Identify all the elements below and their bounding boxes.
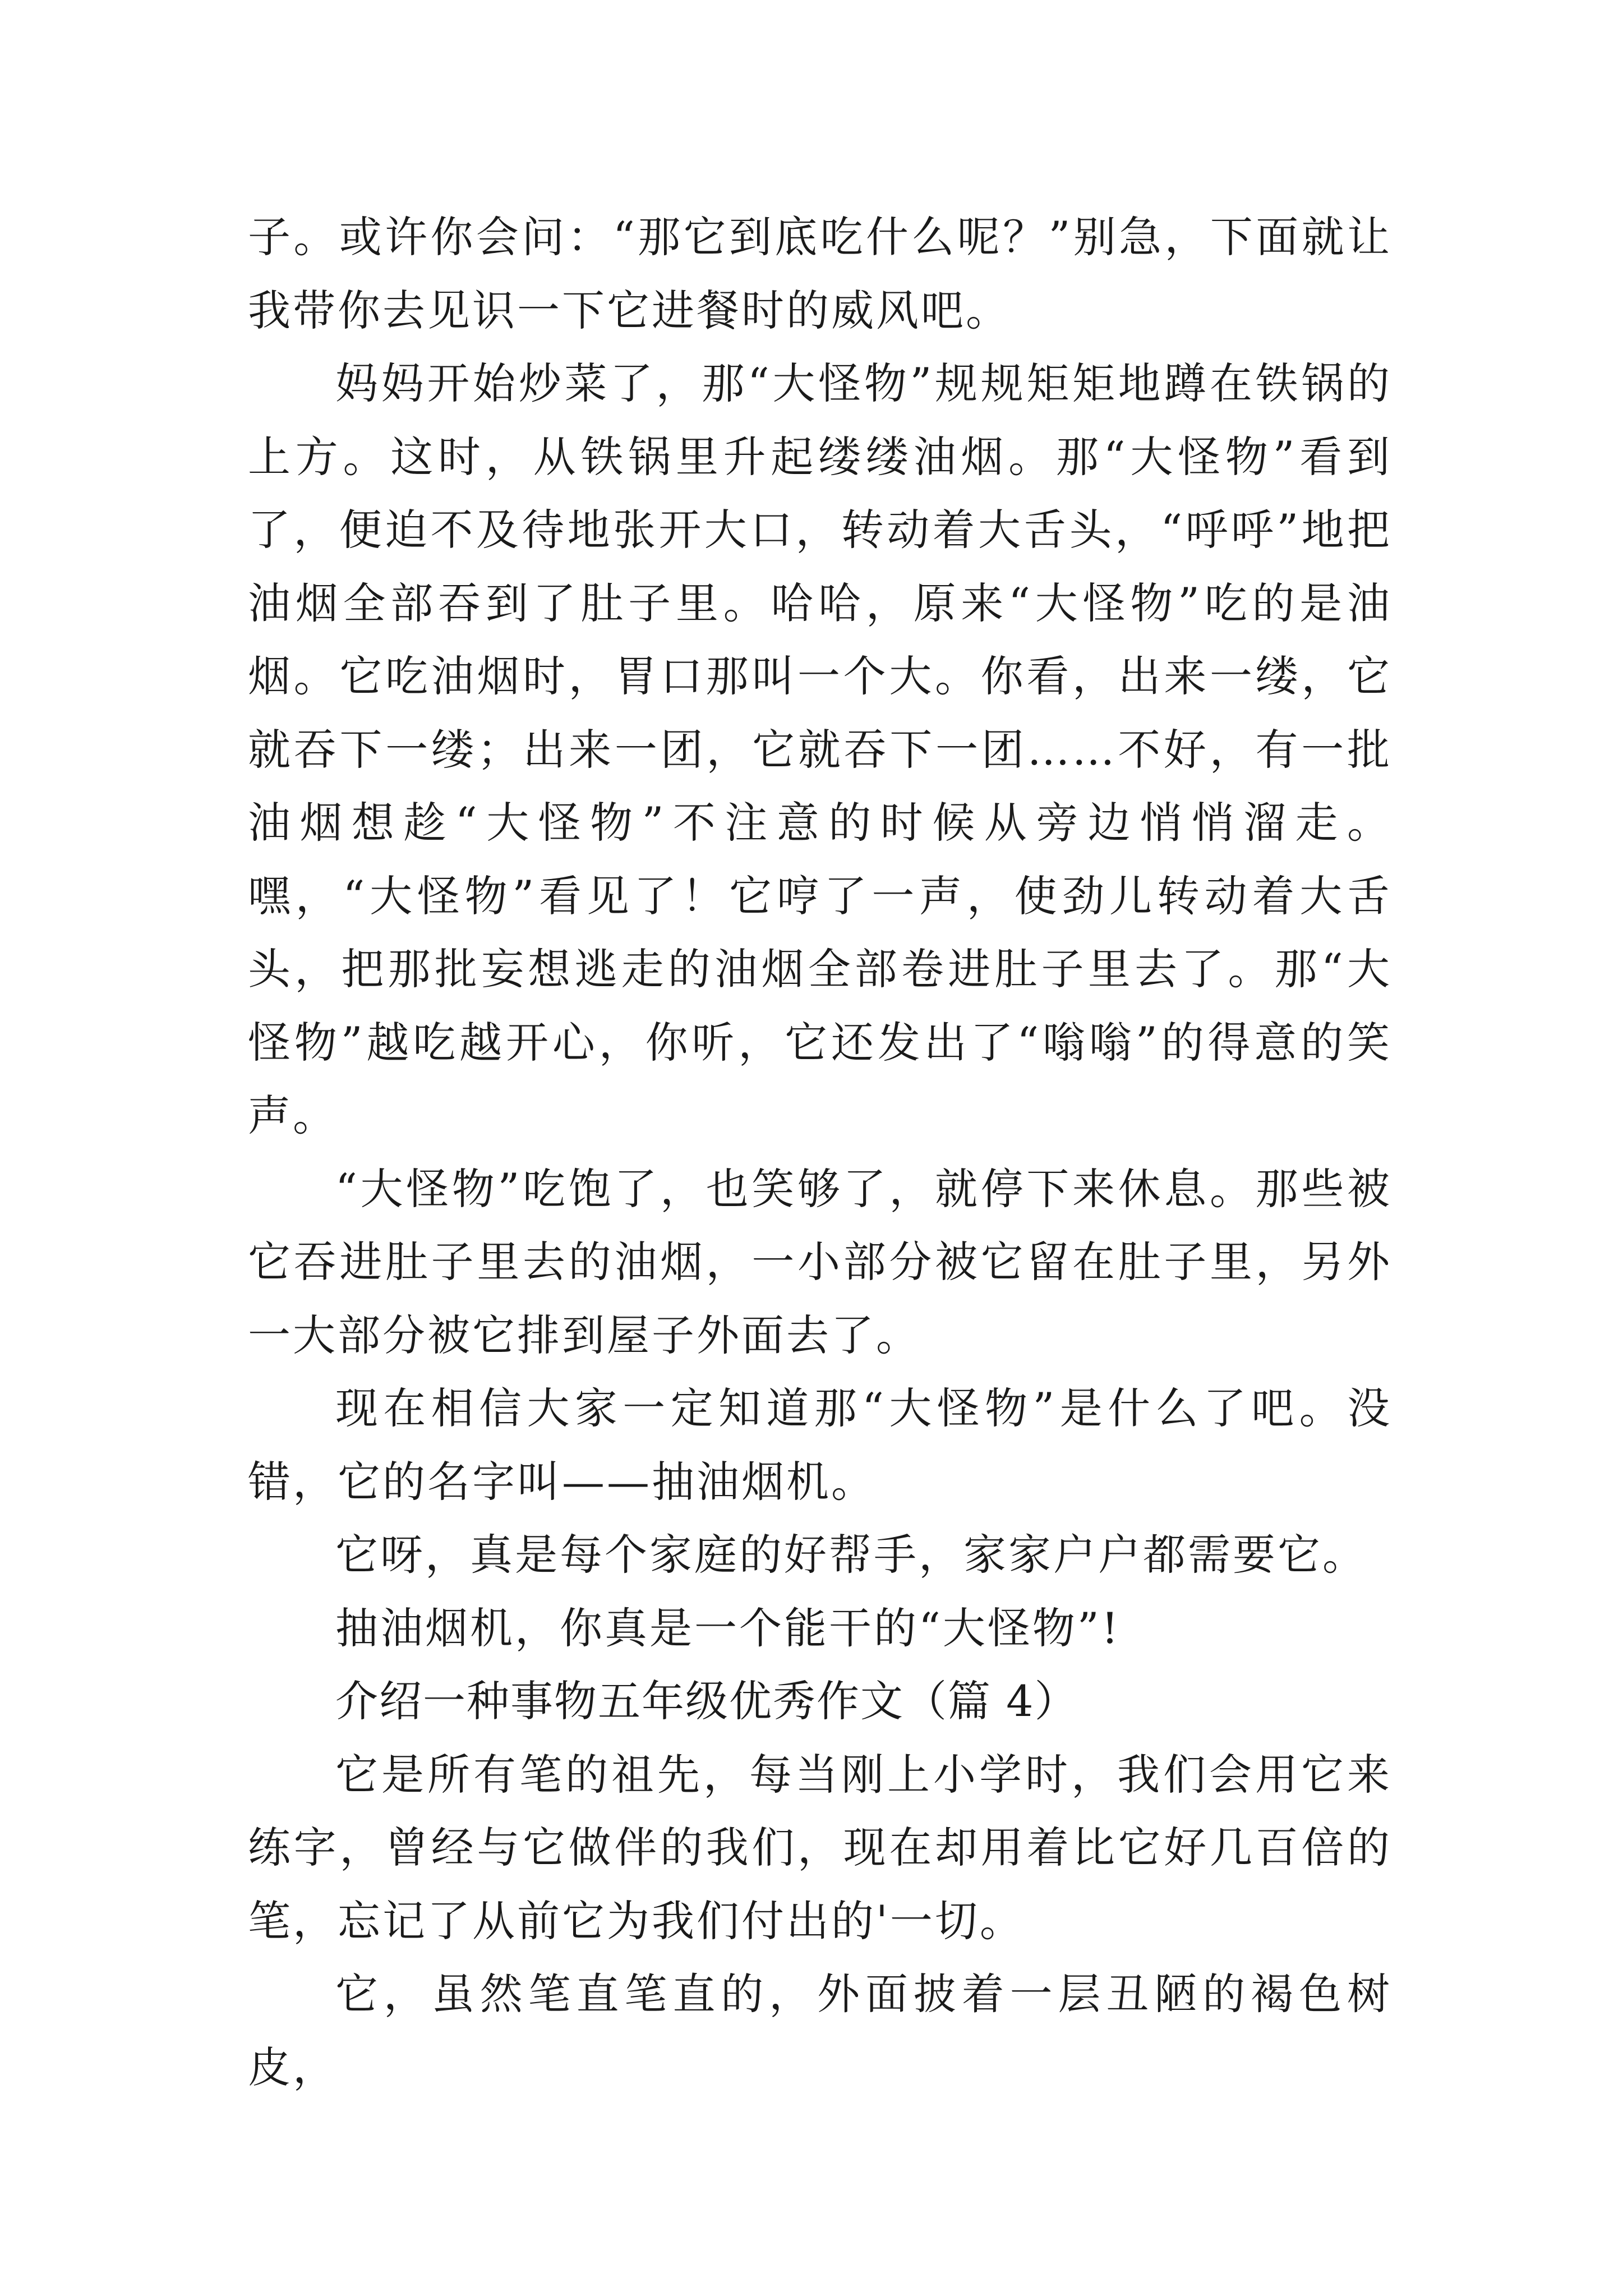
paragraph-range-hood-eating: 妈妈开始炒菜了，那“大怪物”规规矩矩地蹲在铁锅的上方。这时，从铁锅里升起缕缕油烟。那“大怪物”看到了，便迫不及待地张开大口，转动着大舌头，“呼呼”地把油烟全部吞到了肚子里。哈哈，原来“大怪物”吃的是油烟。它吃油烟时，胃口那叫一个大。你看，出来一缕，它就吞下一缕；出来一团，它就吞下一团……不好，有一批油烟想趁“大怪物”不注意的时候从旁边悄悄溜走。嘿，“大怪物”看见了！它哼了一声，使劲儿转动着大舌头，把那批妄想逃走的油烟全部卷进肚子里去了。那“大怪物”越吃越开心，你听，它还发出了“嗡嗡”的得意的笑声。 — [248, 358, 1392, 1140]
paragraph-pencil-description: 它，虽然笔直笔直的，外面披着一层丑陋的褐色树皮， — [248, 1969, 1392, 2092]
paragraph-helper: 它呀，真是每个家庭的好帮手，家家户户都需要它。 — [335, 1530, 1367, 1580]
paragraph-continuation: 子。或许你会问：“那它到底吃什么呢？”别急，下面就让我带你去见识一下它进餐时的威风吧。 — [248, 212, 1392, 335]
paragraph-range-hood-resting: “大怪物”吃饱了，也笑够了，就停下来休息。那些被它吞进肚子里去的油烟，一小部分被它留在肚子里，另外一大部分被它排到屋子外面去了。 — [248, 1163, 1392, 1360]
essay-heading: 介绍一种事物五年级优秀作文（篇 4） — [335, 1676, 1078, 1726]
paragraph-conclusion: 抽油烟机，你真是一个能干的“大怪物”! — [335, 1603, 1121, 1653]
paragraph-reveal-name: 现在相信大家一定知道那“大怪物”是什么了吧。没错，它的名字叫——抽油烟机。 — [248, 1383, 1392, 1507]
paragraph-pencil-intro: 它是所有笔的祖先，每当刚上小学时，我们会用它来练字，曾经与它做伴的我们，现在却用着比它好几百倍的笔，忘记了从前它为我们付出的'一切。 — [248, 1749, 1392, 1946]
document-body — [248, 201, 1392, 2104]
